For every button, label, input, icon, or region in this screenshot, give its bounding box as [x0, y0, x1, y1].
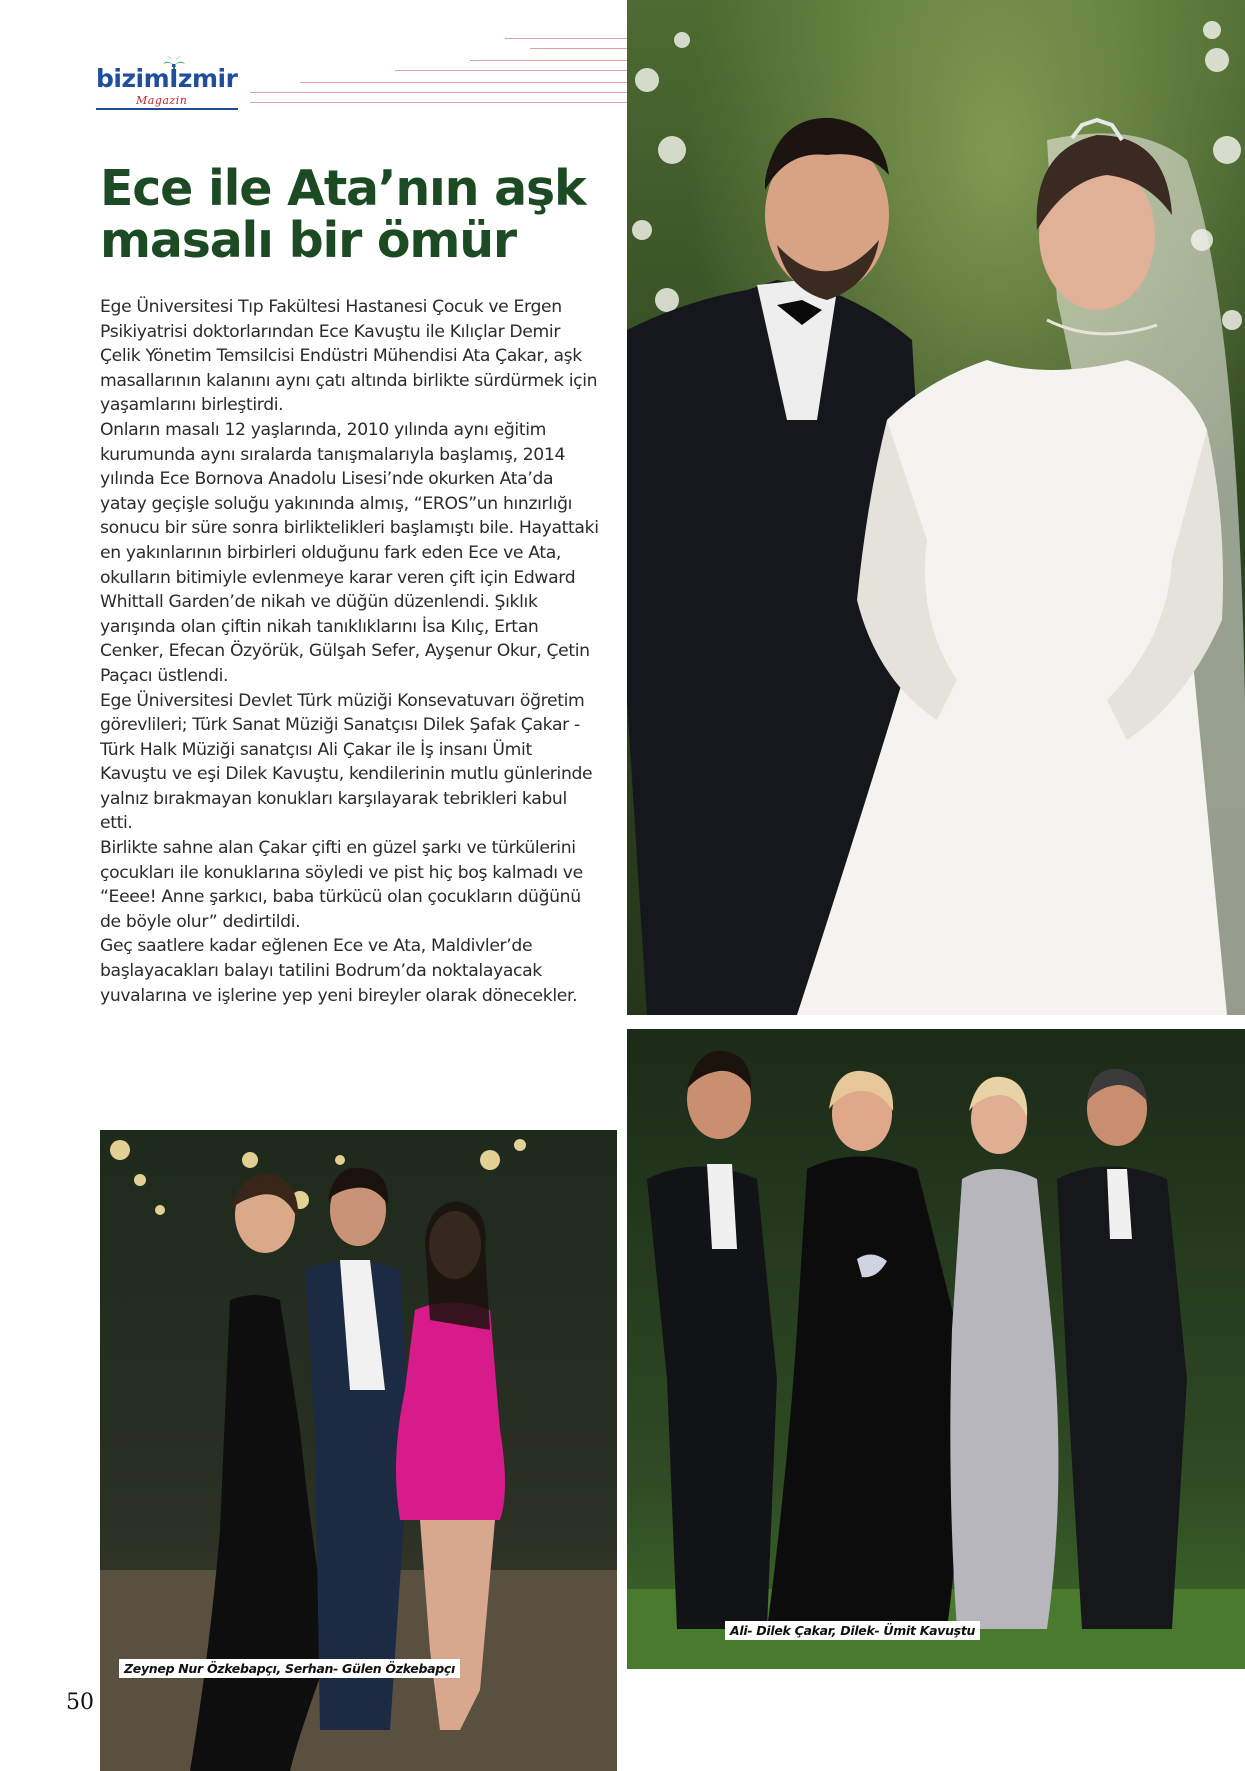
header-rule [250, 102, 627, 103]
logo-wordmark: bizimİzmir [96, 64, 238, 93]
article-paragraph: Geç saatlere kadar eğlenen Ece ve Ata, Maldivler’de başlayacakları balayı tatilini Bodrum’da noktalayacak yuvalarına ve işlerine yep yeni bireyler olarak dönecekler. [100, 936, 578, 1006]
header-rule [250, 92, 627, 93]
magazine-logo [96, 60, 246, 112]
header-rule [530, 48, 627, 49]
couple-photo [627, 0, 1245, 1015]
page-number: 50 [66, 1690, 94, 1715]
header-rule [470, 60, 627, 61]
header-rule [505, 38, 627, 39]
logo-underline [96, 108, 238, 110]
header-rule [300, 82, 627, 83]
photo-caption-left: Zeynep Nur Özkebapçı, Serhan- Gülen Özkebapçı [119, 1659, 460, 1678]
logo-subtitle: Magazin [136, 94, 188, 107]
article-title [100, 160, 620, 269]
guests-photo-right [627, 1029, 1245, 1669]
article-paragraph: Ege Üniversitesi Tıp Fakültesi Hastanesi Çocuk ve Ergen Psikiyatrisi doktorlarından Ece Kavuştu ile Kılıçlar Demir Çelik Yönetim Temsilcisi Endüstri Mühendisi Ata Çakar, aşk masallarının kalanını aynı çatı altında birlikte sürdürmek için yaşamlarını birleştirdi. [100, 297, 598, 416]
header-rule [395, 70, 627, 71]
article-body [100, 295, 600, 1008]
article-title-line2: masalı bir ömür [100, 212, 516, 269]
article-paragraph: Onların masalı 12 yaşlarında, 2010 yılında aynı eğitim kurumunda aynı sıralarda tanışmalarıyla başlamış, 2014 yılında Ece Bornova Anadolu Lisesi’nde okurken Ata’da yatay geçişle soluğu yakınında almış, “EROS”un hınzırlığı sonucu bir süre sonra birliktelikleri başlamıştı bile. Hayattaki en yakınlarının birbirleri olduğunu fark eden Ece ve Ata, okulların bitimiyle evlenmeye karar veren çift için Edward Whittall Garden’de nikah ve düğün düzenlendi. Şıklık yarışında olan çiftin nikah tanıklıklarını İsa Kılıç, Ertan Cenker, Efecan Özyörük, Gülşah Sefer, Ayşenur Okur, Çetin Paçacı üstlendi. [100, 419, 599, 686]
article-paragraph: Ege Üniversitesi Devlet Türk müziği Konsevatuvarı öğretim görevlileri; Türk Sanat Müziği Sanatçısı Dilek Şafak Çakar - Türk Halk Müziği sanatçısı Ali Çakar ile İş insanı Ümit Kavuştu ve eşi Dilek Kavuştu, kendilerinin mutlu günlerinde yalnız bırakmayan konukları karşılayarak tebrikleri kabul etti. [100, 690, 593, 834]
photo-caption-right: Ali- Dilek Çakar, Dilek- Ümit Kavuştu [725, 1621, 980, 1640]
article-paragraph: Birlikte sahne alan Çakar çifti en güzel şarkı ve türkülerini çocukları ile konuklarına söyledi ve pist hiç boş kalmadı ve “Eeee! Anne şarkıcı, baba türkücü olan çocukların düğünü de böyle olur” dedirtildi. [100, 838, 583, 932]
article-title-line1: Ece ile Ata’nın aşk [100, 160, 586, 217]
